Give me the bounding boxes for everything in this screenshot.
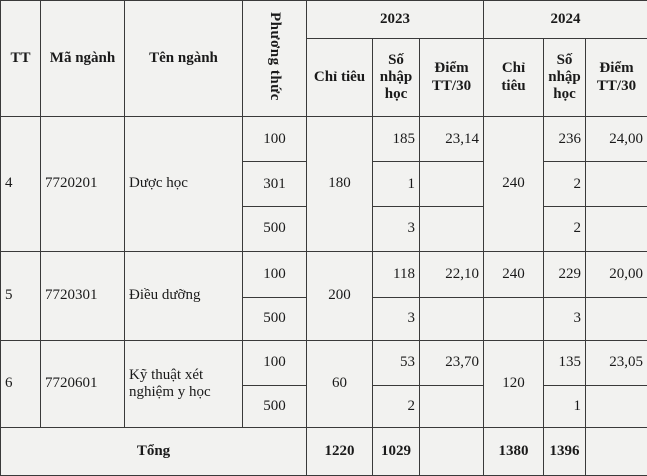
score-2023-cell [420, 207, 484, 251]
score-2024-cell [586, 297, 647, 340]
enroll-2024-cell: 2 [544, 162, 586, 207]
score-2024-cell [586, 385, 647, 427]
quota-2024-cell: 240 [484, 117, 544, 251]
tt-cell: 6 [1, 340, 41, 427]
total-quota-2023: 1220 [307, 427, 373, 475]
enroll-2024-cell: 135 [544, 340, 586, 385]
total-row [1, 427, 647, 475]
score-2024-cell: 23,05 [586, 340, 647, 385]
enroll-2024-cell: 2 [544, 207, 586, 251]
enroll-2023-cell: 185 [373, 117, 420, 162]
header-year-2024: 2024 [484, 1, 647, 39]
total-label: Tổng [1, 427, 307, 475]
total-score-2023-empty [420, 427, 484, 475]
enroll-2023-cell: 3 [373, 297, 420, 340]
enroll-2024-cell: 236 [544, 117, 586, 162]
score-2024-cell [586, 162, 647, 207]
quota-2023-cell: 200 [307, 251, 373, 340]
enroll-2023-cell: 2 [373, 385, 420, 427]
score-2023-cell: 23,14 [420, 117, 484, 162]
total-score-2024-empty [586, 427, 647, 475]
header-ma-nganh: Mã ngành [41, 1, 125, 117]
enroll-2023-cell: 53 [373, 340, 420, 385]
score-2024-cell: 20,00 [586, 251, 647, 297]
enroll-2024-cell: 229 [544, 251, 586, 297]
method-cell: 500 [243, 207, 307, 251]
name-cell: Dược học [125, 117, 243, 251]
header-diem-2023: Điểm TT/30 [420, 39, 484, 117]
quota-2023-cell: 180 [307, 117, 373, 251]
enroll-2024-cell: 1 [544, 385, 586, 427]
header-diem-2024: Điểm TT/30 [586, 39, 647, 117]
enroll-2023-cell: 1 [373, 162, 420, 207]
tt-cell: 5 [1, 251, 41, 340]
score-2024-cell [586, 207, 647, 251]
header-ten-nganh: Tên ngành [125, 1, 243, 117]
quota-2024-cell: 240 [484, 251, 544, 297]
score-2023-cell: 22,10 [420, 251, 484, 297]
header-row-years [1, 1, 647, 39]
code-cell: 7720201 [41, 117, 125, 251]
method-cell: 500 [243, 385, 307, 427]
name-cell: Kỹ thuật xét nghiệm y học [125, 340, 243, 427]
score-2024-cell: 24,00 [586, 117, 647, 162]
code-cell: 7720601 [41, 340, 125, 427]
enroll-2023-cell: 3 [373, 207, 420, 251]
score-2023-cell [420, 297, 484, 340]
table-row [1, 340, 647, 385]
quota-2023-cell: 60 [307, 340, 373, 427]
header-year-2023: 2023 [307, 1, 484, 39]
score-2023-cell: 23,70 [420, 340, 484, 385]
total-quota-2024: 1380 [484, 427, 544, 475]
enroll-2023-cell: 118 [373, 251, 420, 297]
tt-cell: 4 [1, 117, 41, 251]
name-cell: Điều dưỡng [125, 251, 243, 340]
header-phuong-thuc-text: Phương thức [267, 11, 284, 101]
score-2023-cell [420, 162, 484, 207]
method-cell: 100 [243, 117, 307, 162]
header-tt: TT [1, 1, 41, 117]
header-chi-tieu-2024: Chỉ tiêu [484, 39, 544, 117]
method-cell: 500 [243, 297, 307, 340]
total-enroll-2024: 1396 [544, 427, 586, 475]
table-row [1, 251, 647, 297]
code-cell: 7720301 [41, 251, 125, 340]
method-cell: 301 [243, 162, 307, 207]
header-chi-tieu-2023: Chỉ tiêu [307, 39, 373, 117]
score-2023-cell [420, 385, 484, 427]
quota-2024-empty-cell [484, 297, 544, 340]
quota-2024-cell: 120 [484, 340, 544, 427]
enroll-2024-cell: 3 [544, 297, 586, 340]
table-row [1, 117, 647, 162]
method-cell: 100 [243, 251, 307, 297]
total-enroll-2023: 1029 [373, 427, 420, 475]
method-cell: 100 [243, 340, 307, 385]
header-so-nhap-hoc-2024: Số nhập học [544, 39, 586, 117]
header-phuong-thuc [243, 1, 307, 117]
header-so-nhap-hoc-2023: Số nhập học [373, 39, 420, 117]
